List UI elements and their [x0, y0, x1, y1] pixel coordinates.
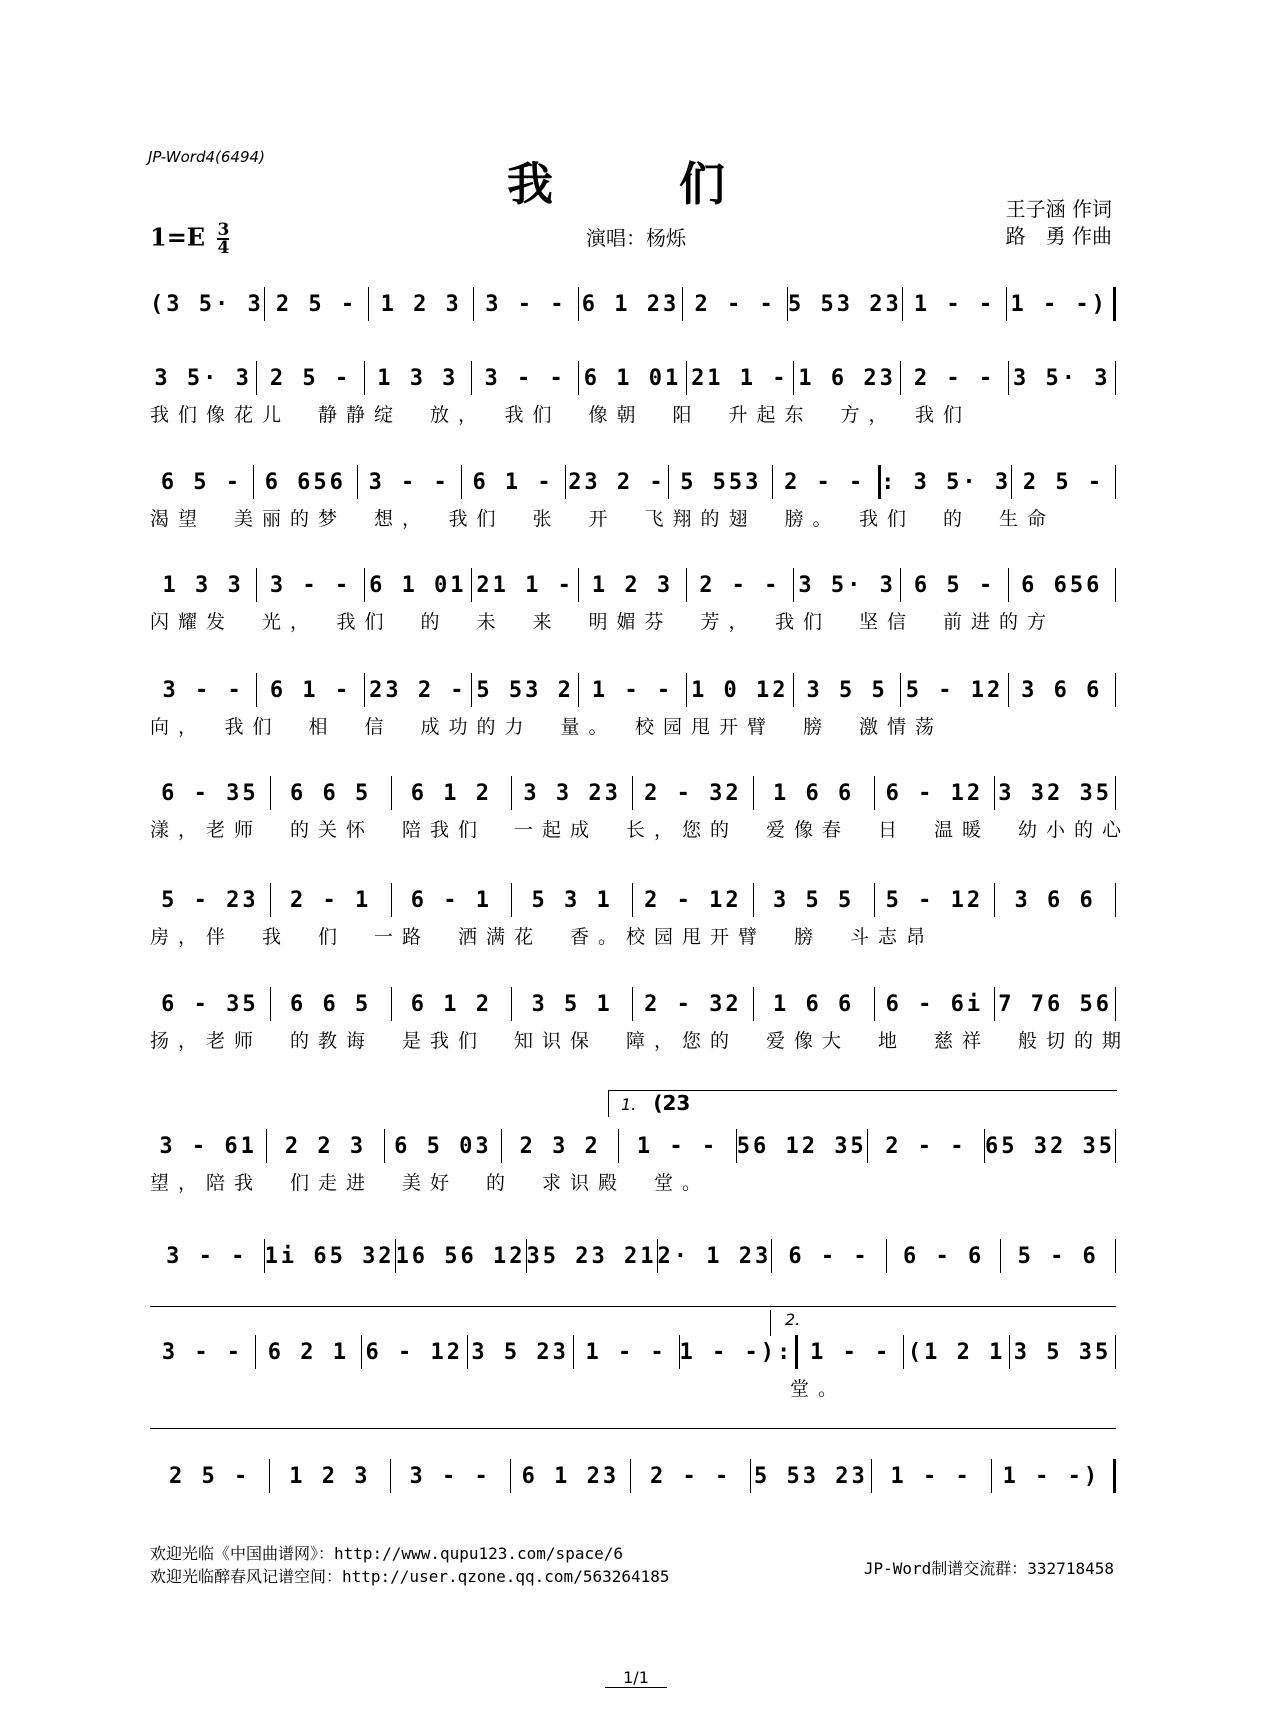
measure: 16 56 12: [395, 1243, 526, 1269]
measure: 1 - -: [913, 291, 996, 317]
measure: 2 5 -: [275, 291, 358, 317]
score-row: [150, 775, 1131, 843]
lyrics-line: 房，伴 我 们 一路 洒满花 香。校园甩开臂 膀 斗志昂: [150, 926, 935, 948]
coda-line: [150, 1428, 1116, 1429]
measure: 35 23 21: [526, 1243, 657, 1269]
measure: (3 5· 3: [150, 291, 264, 317]
key-text: 1=E: [150, 222, 206, 252]
footer-group: JP-Word制谱交流群：332718458: [863, 1559, 1114, 1578]
song-title: 我 们: [507, 157, 765, 211]
score-row: [150, 286, 1116, 322]
measure: 6 - 1: [410, 887, 492, 913]
measure: 6 1 23: [521, 1463, 620, 1489]
footer-link-qupu[interactable]: 欢迎光临《中国曲谱网》：http://www.qupu123.com/space/6: [150, 1544, 623, 1563]
measure: 1 6 6: [773, 991, 855, 1017]
measure: 2 - -: [694, 291, 776, 317]
footer-links: [150, 1542, 670, 1588]
notes-line: [150, 672, 1116, 708]
measure: 3 5 35: [1013, 1339, 1112, 1365]
measure: 6 656: [1021, 572, 1103, 598]
measure: 3 5· 3: [798, 572, 896, 598]
singer: 演唱：杨烁: [586, 226, 686, 250]
measure: 5 53 23: [754, 1463, 868, 1489]
measure: 3 3 23: [523, 780, 621, 806]
composer: 路 勇 作曲: [1005, 224, 1112, 248]
measure: 3 - -: [166, 1243, 248, 1269]
measure: 5 - 23: [161, 887, 259, 913]
score-row: [150, 1128, 1116, 1196]
measure: 2 - -: [650, 1463, 732, 1489]
measure: 3 5 5: [773, 887, 855, 913]
notes-line: [150, 882, 1116, 918]
measure: 1 - -): [1010, 291, 1108, 317]
measure: 21 1 -: [691, 365, 789, 391]
measure: 1 2 3: [289, 1463, 371, 1489]
measure: 2 - 12: [644, 887, 742, 913]
measure: 3 - -: [368, 469, 450, 495]
notes-line: [150, 1334, 1116, 1370]
score-row: [150, 672, 1116, 740]
measure: 3 5 5: [806, 677, 888, 703]
measure: 2 5 -: [169, 1463, 251, 1489]
measure: 5 553: [680, 469, 762, 495]
measure: 2 - -: [784, 469, 866, 495]
measure: 3 6 6: [1021, 677, 1103, 703]
measure: 6 - 12: [365, 1339, 463, 1365]
measure: 6 656: [264, 469, 346, 495]
measure: 6 1 2: [410, 780, 492, 806]
volta-label-1: 1.: [621, 1095, 637, 1114]
measure: 1 2 3: [380, 291, 462, 317]
notes-line: [150, 286, 1116, 322]
measure: 3 - -: [409, 1463, 491, 1489]
measure: 5 53 23: [788, 291, 902, 317]
measure: 3 - -: [269, 572, 352, 598]
measure: (1 2 1: [907, 1339, 1006, 1365]
measure: 3 - -: [484, 365, 566, 391]
score-row: [150, 1334, 1116, 1402]
lyrics-line: 闪耀发 光， 我们 的 未 来 明媚芬 芳， 我们 坚信 前进的方: [150, 611, 1056, 633]
measure: 6 5 -: [160, 469, 243, 495]
measure: 2 - 1: [290, 887, 372, 913]
measure: 2 - -: [913, 365, 996, 391]
measure: 1 6 6: [773, 780, 855, 806]
measure: 3 5· 3: [154, 365, 252, 391]
measure: 6 1 01: [369, 572, 467, 598]
measure: 6 1 -: [472, 469, 554, 495]
measure: 1 - -: [810, 1339, 892, 1365]
score-row: [150, 360, 1116, 428]
measure: 1 - -): [1002, 1463, 1101, 1489]
measure: 56 12 35: [736, 1133, 867, 1159]
measure: 3 - -: [162, 677, 244, 703]
measure: 2 - 32: [644, 991, 742, 1017]
measure: 3 32 35: [998, 780, 1112, 806]
measure: 2 3 2: [519, 1133, 601, 1159]
measure: 2 - -: [699, 572, 781, 598]
notes-line: [150, 464, 1116, 500]
lyrics-line: 堂。: [790, 1378, 847, 1400]
measure: 6 5 -: [913, 572, 996, 598]
score-row: [150, 882, 1116, 950]
time-numerator: 3: [217, 220, 230, 240]
lyrics-line: 向， 我们 相 信 成功的力 量。 校园甩开臂 膀 激情荡: [150, 716, 944, 738]
measure: 1 6 23: [798, 365, 896, 391]
measure: 6 1 2: [410, 991, 492, 1017]
notes-line: [150, 1128, 1116, 1164]
page-number-text: 1/1: [605, 1668, 667, 1688]
measure: 6 - 35: [161, 780, 259, 806]
measure: 6 - 35: [161, 991, 259, 1017]
volta-label-2: 2.: [785, 1310, 801, 1329]
measure: 2 2 3: [284, 1133, 367, 1159]
footer-link-qzone[interactable]: 欢迎光临醉春风记谱空间：http://user.qzone.qq.com/563264185: [150, 1567, 670, 1586]
credits: [1006, 196, 1112, 250]
measure: 2 - -: [885, 1133, 967, 1159]
measure: 1 0 12: [691, 677, 789, 703]
measure: 1 - -: [585, 1339, 667, 1365]
software-label: JP-Word4(6494): [148, 148, 265, 166]
measure: 2 5 -: [1022, 469, 1105, 495]
measure: 23 2 -: [568, 469, 666, 495]
measure: 6 6 5: [290, 780, 372, 806]
measure: 1 2 3: [591, 572, 674, 598]
volta-line: [150, 1306, 1116, 1307]
measure: 6 1 01: [583, 365, 682, 391]
time-denominator: 4: [217, 238, 230, 258]
measure: 1 - -: [890, 1463, 972, 1489]
measure: 3 - -: [485, 291, 567, 317]
measure: 6 5 03: [394, 1133, 492, 1159]
notes-line: [150, 1458, 1116, 1494]
measure: 5 - 12: [905, 677, 1004, 703]
notes-line: [150, 986, 1116, 1022]
measure: 3 5 23: [471, 1339, 569, 1365]
score-row: [150, 986, 1131, 1054]
measure: 1 3 3: [377, 365, 459, 391]
lyrics-line: 望，陪我 们走进 美好 的 求识殿 堂。: [150, 1172, 711, 1194]
score-row: [150, 1458, 1116, 1494]
measure: 7 76 56: [998, 991, 1112, 1017]
measure: 5 53 2: [476, 677, 574, 703]
measure: 6 - 12: [885, 780, 984, 806]
measure: 3 5· 3: [1013, 365, 1111, 391]
measure: 2· 1 23: [657, 1243, 772, 1269]
measure: 6 - -: [788, 1243, 870, 1269]
measure: 2 - 32: [644, 780, 742, 806]
measure: 6 2 1: [267, 1339, 349, 1365]
measure: 1 - -):: [679, 1339, 794, 1365]
measure: 3 5 1: [531, 991, 613, 1017]
measure: 3 - -: [161, 1339, 244, 1365]
score-row: [150, 567, 1116, 635]
measure: 1i 65 32: [264, 1243, 395, 1269]
measure: 5 - 12: [885, 887, 984, 913]
measure: 21 1 -: [476, 572, 574, 598]
measure: 5 - 6: [1017, 1243, 1099, 1269]
measure: 6 6 5: [290, 991, 372, 1017]
volta-bracket-2: [770, 1310, 800, 1336]
measure: 6 - 6: [902, 1243, 985, 1269]
measure: 23 2 -: [369, 677, 467, 703]
measure: 6 1 -: [269, 677, 352, 703]
measure: : 3 5· 3: [881, 469, 1012, 495]
notes-line: [150, 360, 1116, 396]
notes-line: [150, 1238, 1116, 1274]
volta-bracket-1: [608, 1090, 1117, 1117]
measure: 3 - 61: [159, 1133, 257, 1159]
score-row: [150, 464, 1116, 532]
lyricist: 王子涵 作词: [1005, 197, 1112, 221]
lyrics-line: 渴望 美丽的梦 想， 我们 张 开 飞翔的翅 膀。 我们 的 生命: [150, 508, 1056, 530]
lyrics-line: 我们像花儿 静静绽 放， 我们 像朝 阳 升起东 方， 我们: [150, 404, 972, 426]
measure: 3 6 6: [1014, 887, 1096, 913]
measure: 65 32 35: [985, 1133, 1115, 1159]
measure: 6 - 6i: [885, 991, 984, 1017]
notes-line: [150, 775, 1116, 811]
page-number: [0, 1668, 1272, 1687]
measure: 1 3 3: [162, 572, 244, 598]
lyrics-line: 漾，老师 的关怀 陪我们 一起成 长，您的 爱像春 日 温暖 幼小的心: [150, 819, 1131, 841]
measure: 1 - -: [591, 677, 674, 703]
score-row: [150, 1238, 1116, 1274]
measure: 1 - -: [636, 1133, 719, 1159]
measure: 6 1 23: [581, 291, 680, 317]
lyrics-line: 扬，老师 的教诲 是我们 知识保 障，您的 爱像大 地 慈祥 般切的期: [150, 1030, 1131, 1052]
notes-line: [150, 567, 1116, 603]
measure: 5 3 1: [531, 887, 613, 913]
measure: 2 5 -: [269, 365, 352, 391]
volta-notes: (23: [653, 1091, 691, 1115]
